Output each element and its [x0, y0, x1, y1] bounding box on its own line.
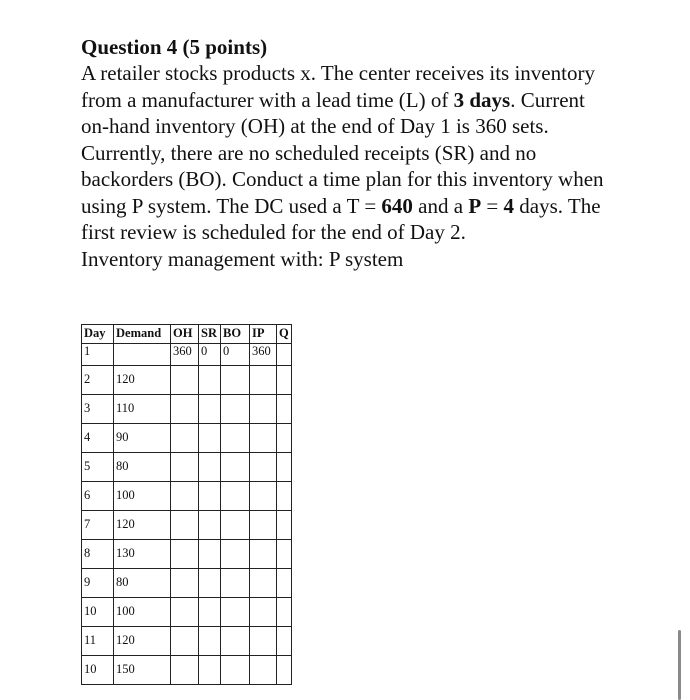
cell-ip — [250, 598, 277, 627]
cell-ip — [250, 511, 277, 540]
table-row — [82, 540, 292, 569]
cell-bo — [221, 453, 250, 482]
cell-oh — [171, 395, 199, 424]
cell-day: 1 — [82, 344, 114, 366]
question-subtitle: Inventory management with: P system — [81, 246, 404, 271]
table-row — [82, 656, 292, 685]
cell-ip — [250, 395, 277, 424]
cell-demand: 120 — [114, 627, 171, 656]
cell-ip — [250, 366, 277, 395]
cell-bo — [221, 540, 250, 569]
cell-sr: 0 — [199, 344, 221, 366]
table-row — [82, 395, 292, 424]
question-text-bold: 3 days — [453, 87, 511, 112]
cell-ip — [250, 656, 277, 685]
cell-oh — [171, 366, 199, 395]
cell-ip — [250, 482, 277, 511]
table-row — [82, 511, 292, 540]
cell-oh — [171, 656, 199, 685]
cell-day: 4 — [82, 424, 114, 453]
cell-q — [277, 366, 292, 395]
cell-demand: 100 — [114, 482, 171, 511]
question-title: Question 4 (5 points) — [81, 35, 268, 59]
cell-sr — [199, 395, 221, 424]
cell-day: 2 — [82, 366, 114, 395]
cell-oh: 360 — [171, 344, 199, 366]
table-row — [82, 366, 292, 395]
cell-q — [277, 424, 292, 453]
table-row — [82, 598, 292, 627]
question-text-bold: 4 — [503, 193, 514, 218]
cell-bo — [221, 569, 250, 598]
table-row — [82, 344, 292, 366]
cell-bo — [221, 656, 250, 685]
header-q: Q — [277, 325, 292, 344]
cell-sr — [199, 540, 221, 569]
cell-q — [277, 482, 292, 511]
cell-sr — [199, 656, 221, 685]
cell-day: 10 — [82, 598, 114, 627]
cell-bo — [221, 598, 250, 627]
cell-oh — [171, 569, 199, 598]
question-text-segment: = — [481, 193, 504, 218]
cell-demand: 80 — [114, 453, 171, 482]
cell-q — [277, 569, 292, 598]
cell-q — [277, 598, 292, 627]
cell-day: 11 — [82, 627, 114, 656]
cell-demand: 100 — [114, 598, 171, 627]
cell-sr — [199, 627, 221, 656]
question-text — [81, 60, 613, 246]
cell-bo: 0 — [221, 344, 250, 366]
cell-bo — [221, 424, 250, 453]
scrollbar[interactable] — [678, 630, 681, 700]
table-row — [82, 424, 292, 453]
cell-q — [277, 511, 292, 540]
cell-oh — [171, 424, 199, 453]
cell-oh — [171, 598, 199, 627]
table-row — [82, 627, 292, 656]
cell-bo — [221, 366, 250, 395]
cell-q — [277, 344, 292, 366]
cell-q — [277, 453, 292, 482]
cell-demand: 90 — [114, 424, 171, 453]
cell-sr — [199, 366, 221, 395]
question-text-segment: . Current on-hand inventory (OH) at the end of Day 1 is 360 sets. Currently, there are no scheduled receipts (SR) and no backorders (BO). Conduct a time plan for this inventory when using P system. The DC used a T = — [81, 87, 604, 218]
cell-ip — [250, 424, 277, 453]
cell-bo — [221, 627, 250, 656]
cell-q — [277, 627, 292, 656]
cell-day: 3 — [82, 395, 114, 424]
question-text-bold: P — [468, 193, 482, 218]
cell-bo — [221, 482, 250, 511]
cell-day: 5 — [82, 453, 114, 482]
cell-demand: 80 — [114, 569, 171, 598]
header-oh: OH — [171, 325, 199, 344]
question-text-segment: days. The first review is scheduled for the end of Day 2. — [81, 193, 601, 244]
cell-bo — [221, 395, 250, 424]
cell-sr — [199, 511, 221, 540]
cell-day: 6 — [82, 482, 114, 511]
cell-day: 9 — [82, 569, 114, 598]
cell-sr — [199, 598, 221, 627]
cell-demand: 130 — [114, 540, 171, 569]
cell-day: 8 — [82, 540, 114, 569]
cell-bo — [221, 511, 250, 540]
cell-demand: 150 — [114, 656, 171, 685]
table-row — [82, 453, 292, 482]
cell-day: 7 — [82, 511, 114, 540]
question-block — [81, 34, 621, 272]
table-header-row — [82, 325, 292, 344]
cell-oh — [171, 627, 199, 656]
question-text-bold: 640 — [381, 193, 413, 218]
cell-q — [277, 540, 292, 569]
cell-ip — [250, 453, 277, 482]
cell-sr — [199, 569, 221, 598]
header-sr: SR — [199, 325, 221, 344]
header-ip: IP — [250, 325, 277, 344]
cell-ip — [250, 569, 277, 598]
cell-sr — [199, 424, 221, 453]
table-row — [82, 569, 292, 598]
header-demand: Demand — [114, 325, 171, 344]
cell-demand: 120 — [114, 511, 171, 540]
cell-day: 10 — [82, 656, 114, 685]
cell-q — [277, 656, 292, 685]
header-bo: BO — [221, 325, 250, 344]
cell-oh — [171, 482, 199, 511]
cell-demand — [114, 344, 171, 366]
cell-ip — [250, 627, 277, 656]
inventory-table — [81, 324, 292, 685]
cell-oh — [171, 453, 199, 482]
cell-oh — [171, 540, 199, 569]
question-text-segment: A retailer stocks products x. The center receives its inventory from a manufacturer with a lead time (L) of — [81, 61, 595, 112]
cell-ip — [250, 540, 277, 569]
table-row — [82, 482, 292, 511]
cell-q — [277, 395, 292, 424]
cell-demand: 110 — [114, 395, 171, 424]
cell-sr — [199, 482, 221, 511]
question-text-segment: and a — [412, 193, 469, 218]
header-day: Day — [82, 325, 114, 344]
cell-demand: 120 — [114, 366, 171, 395]
cell-oh — [171, 511, 199, 540]
cell-ip: 360 — [250, 344, 277, 366]
cell-sr — [199, 453, 221, 482]
